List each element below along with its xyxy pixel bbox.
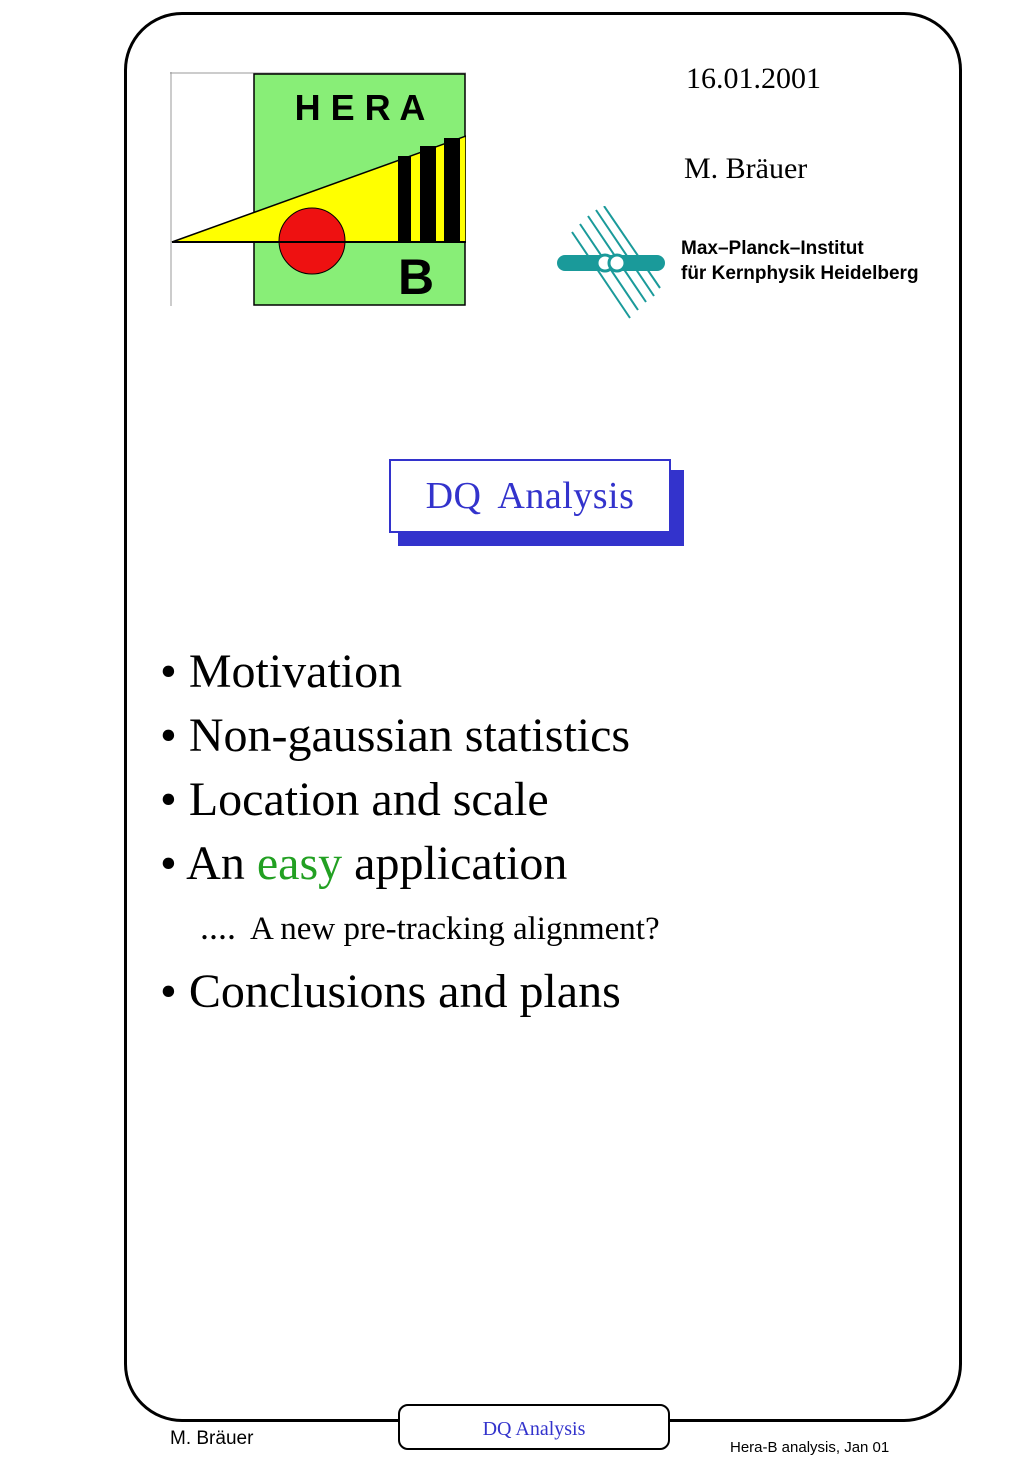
date-label: 16.01.2001 [686,62,821,95]
agenda-item [160,640,660,704]
institute-line-2: für Kernphysik Heidelberg [681,263,919,284]
agenda-list [160,640,660,1024]
agenda-item [160,832,660,896]
ellipsis: .... [200,907,236,947]
mpi-logo-icon [556,206,666,320]
bullet: • [160,645,177,698]
bullet: • [160,965,177,1018]
agenda-item-suffix: application [354,837,568,890]
footer-author: M. Bräuer [170,1428,254,1449]
hera-logo-title: H E R A [294,87,426,128]
hera-logo-b: B [397,249,435,305]
agenda-item [160,768,660,832]
hera-b-logo [170,72,466,306]
bullet: • [160,709,177,762]
agenda-item [160,960,660,1024]
page-title: DQ Analysis [425,475,635,517]
agenda-item [160,704,660,768]
footer-title-box [398,1404,670,1450]
institute-name [681,236,919,286]
author-label: M. Bräuer [684,152,808,185]
agenda-item-text: Motivation [188,645,403,698]
agenda-item-prefix: An [186,837,245,890]
footer-note: Hera-B analysis, Jan 01 [730,1439,890,1456]
agenda-item-text: Conclusions and plans [188,965,621,1018]
agenda-item-text: Location and scale [188,773,549,826]
footer-title: DQ Analysis [482,1418,586,1440]
institute-line-1: Max–Planck–Institut [681,238,864,259]
agenda-subitem-text: A new pre-tracking alignment? [250,911,660,947]
agenda-item-text: Non-gaussian statistics [188,709,631,762]
title-box [389,459,671,533]
bullet: • [160,837,177,890]
agenda-subitem [160,896,660,960]
agenda-item-highlight: easy [256,837,343,890]
bullet: • [160,773,177,826]
